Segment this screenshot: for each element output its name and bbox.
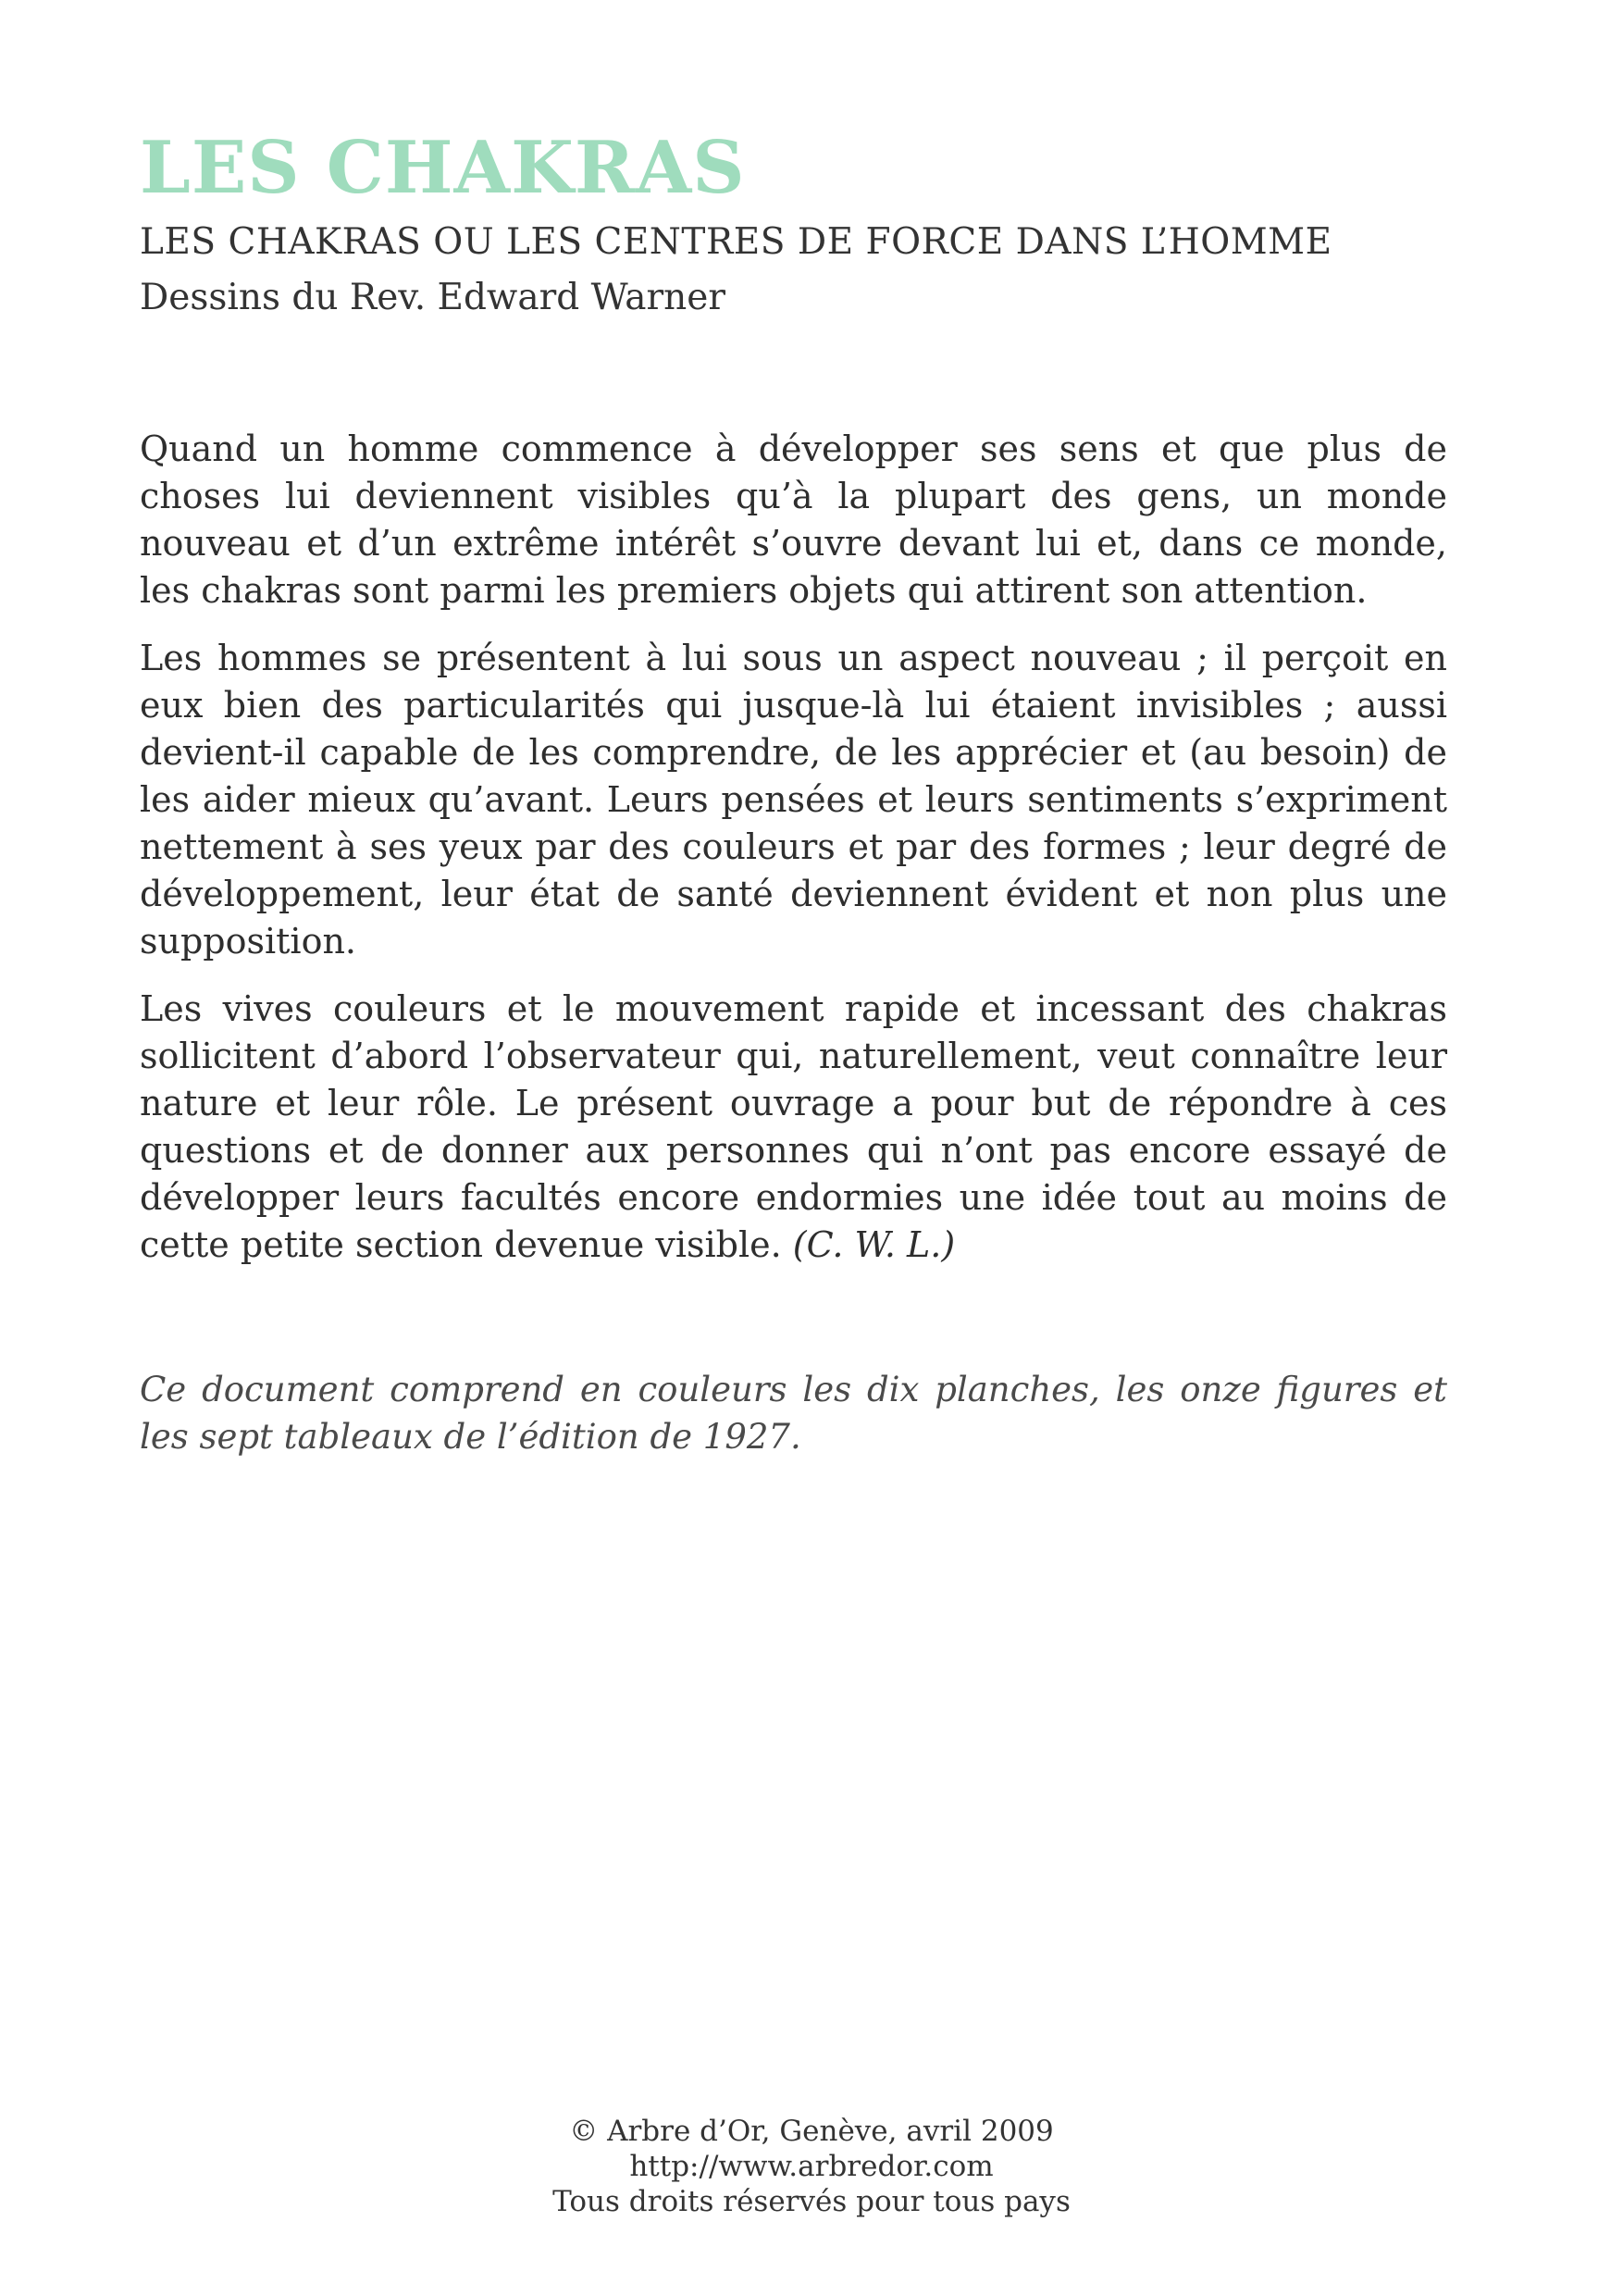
copyright-line: © Arbre d’Or, Genève, avril 2009 [569,2115,1054,2148]
website-url: http://www.arbredor.com [629,2150,994,2183]
illustration-credit: Dessins du Rev. Edward Warner [140,277,726,318]
paragraph-1: Quand un homme commence à développer ses sens et que plus de choses lui deviennent visibles qu’à la plupart des gens, un monde nouveau et d’un extrême intérêt s’ouvre devant lui et, dans ce monde, les chakras sont parmi les premiers objets qui attirent son attention. [140,428,1447,611]
paragraph-2: Les hommes se présentent à lui sous un aspect nouveau ; il perçoit en eux bien des particularités qui jusque-là lui étaient invisibles ; aussi devient-il capable de les comprendre, de les apprécier et (au besoin) de les aider mieux qu’avant. Leurs pensées et leurs sentiments s’expriment nettement à ses yeux par des couleurs et par des formes ; leur degré de développement, leur état de santé deviennent évident et non plus une supposition. [140,638,1447,962]
body-text [140,426,1447,1289]
rights-line: Tous droits réservés pour tous pays [552,2185,1071,2218]
header [140,128,1454,322]
page-subtitle: LES CHAKRAS OU LES CENTRES DE FORCE DANS L’HOMME [140,221,1332,263]
edition-note: Ce document comprend en couleurs les dix planches, les onze figures et les sept tableaux de l’édition de 1927. [140,1370,1447,1457]
paragraph-3-text: Les vives couleurs et le mouvement rapide et incessant des chakras sollicitent d’abord l’observateur qui, naturellement, veut connaître leur nature et leur rôle. Le présent ouvrage a pour but de répondre à ces questions et de donner aux personnes qui n’ont pas encore essayé de développer leurs facultés encore endormies une idée tout au moins de cette petite section devenue visible. [140,988,1447,1265]
paragraph-3 [140,986,1447,1269]
author-signature: (C. W. L.) [792,1224,956,1265]
footer [0,2114,1623,2219]
page-title: LES CHAKRAS [140,126,746,210]
